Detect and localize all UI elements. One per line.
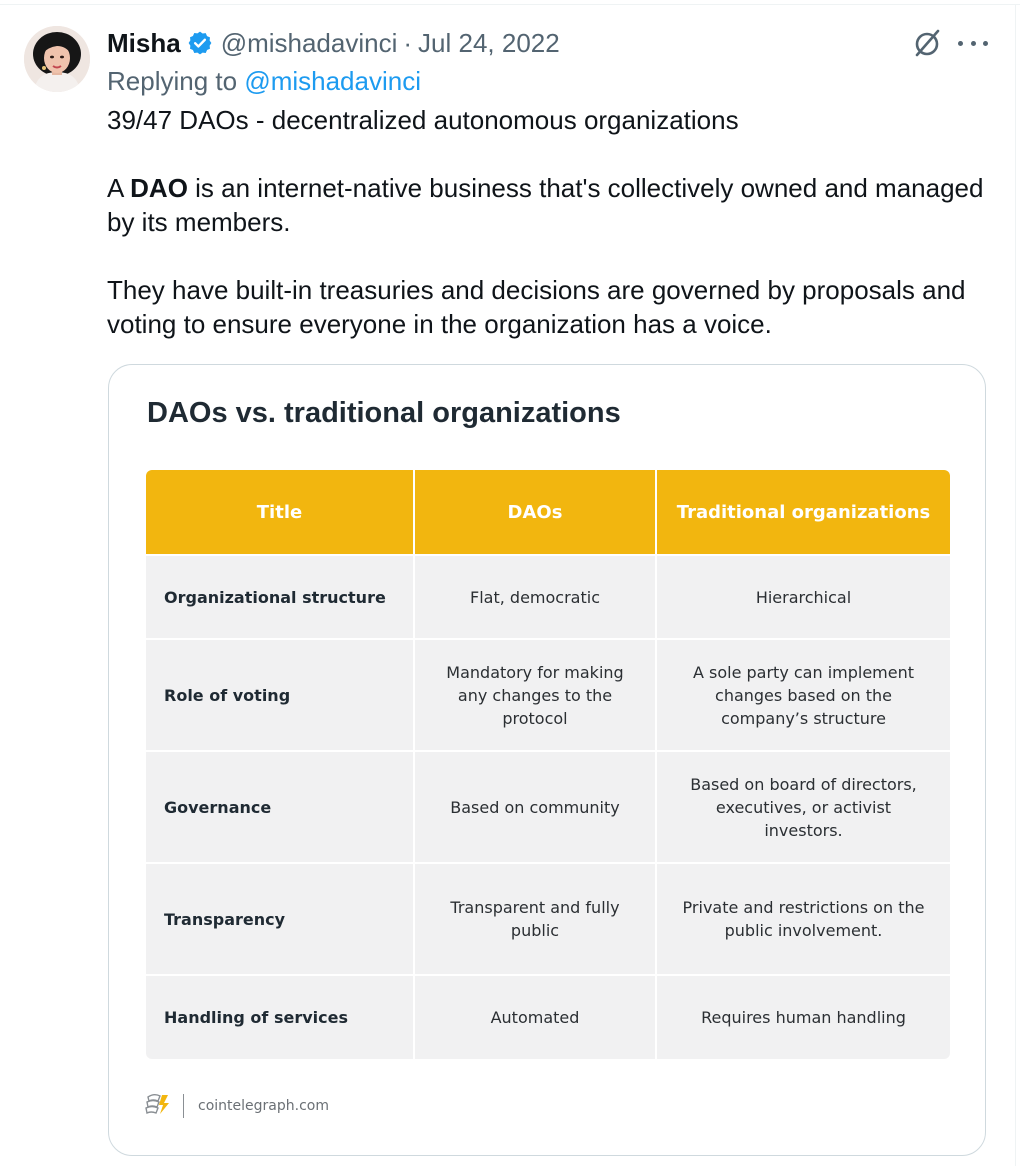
table-header-row — [146, 470, 950, 555]
traditional-cell: A sole party can implement changes based on the company’s structure — [656, 639, 950, 751]
dao-bold: DAO — [130, 173, 188, 203]
more-dot — [971, 41, 976, 46]
author-name[interactable]: Misha — [107, 27, 181, 58]
para2-rest: is an internet-native business that's collectively owned and managed by its members. — [107, 173, 984, 237]
table-row — [146, 555, 950, 639]
right-divider — [1015, 4, 1016, 1166]
dao-cell: Flat, democratic — [414, 555, 656, 639]
tweet-line-1: 39/47 DAOs - decentralized autonomous organizations — [107, 105, 739, 135]
table-row — [146, 863, 950, 975]
tweet-paragraph-2 — [107, 171, 997, 239]
source-text: cointelegraph.com — [198, 1098, 329, 1114]
tweet-paragraph-3: They have built-in treasuries and decisions are governed by proposals and voting to ensure everyone in the organization has a voice. — [107, 275, 966, 339]
cointelegraph-logo-icon — [145, 1092, 171, 1120]
replying-prefix: Replying to — [107, 66, 238, 96]
replying-handle-link[interactable]: @mishadavinci — [244, 66, 421, 96]
verified-badge-icon — [187, 30, 213, 56]
more-dot — [983, 41, 988, 46]
grok-icon[interactable] — [912, 28, 942, 58]
tweet-text — [107, 103, 997, 341]
traditional-cell: Based on board of directors, executives, or activist investors. — [656, 751, 950, 863]
dao-cell: Transparent and fully public — [414, 863, 656, 975]
table-row — [146, 975, 950, 1059]
table-row — [146, 751, 950, 863]
row-title: Role of voting — [146, 639, 414, 751]
tweet-header — [107, 26, 560, 60]
table-row — [146, 639, 950, 751]
infographic-title: DAOs vs. traditional organizations — [147, 397, 621, 429]
traditional-cell: Requires human handling — [656, 975, 950, 1059]
column-header: DAOs — [414, 470, 656, 555]
row-title: Handling of services — [146, 975, 414, 1059]
header-separator: · — [403, 27, 413, 58]
source-credit — [145, 1093, 329, 1119]
dao-cell: Automated — [414, 975, 656, 1059]
column-header: Traditional organizations — [656, 470, 950, 555]
top-divider — [0, 4, 1020, 5]
source-divider — [183, 1094, 184, 1118]
traditional-cell: Private and restrictions on the public involvement. — [656, 863, 950, 975]
row-title: Transparency — [146, 863, 414, 975]
author-handle[interactable]: @mishadavinci — [220, 27, 398, 58]
tweet-media-image[interactable] — [108, 364, 986, 1156]
more-dot — [958, 41, 963, 46]
more-icon[interactable] — [958, 30, 988, 56]
replying-to — [107, 66, 421, 97]
comparison-table — [146, 470, 950, 1059]
row-title: Governance — [146, 751, 414, 863]
avatar-icon[interactable] — [24, 26, 90, 92]
dao-cell: Mandatory for making any changes to the protocol — [414, 639, 656, 751]
row-title: Organizational structure — [146, 555, 414, 639]
tweet-date[interactable]: Jul 24, 2022 — [418, 27, 560, 58]
traditional-cell: Hierarchical — [656, 555, 950, 639]
para2-prefix: A — [107, 173, 131, 203]
dao-cell: Based on community — [414, 751, 656, 863]
column-header: Title — [146, 470, 414, 555]
